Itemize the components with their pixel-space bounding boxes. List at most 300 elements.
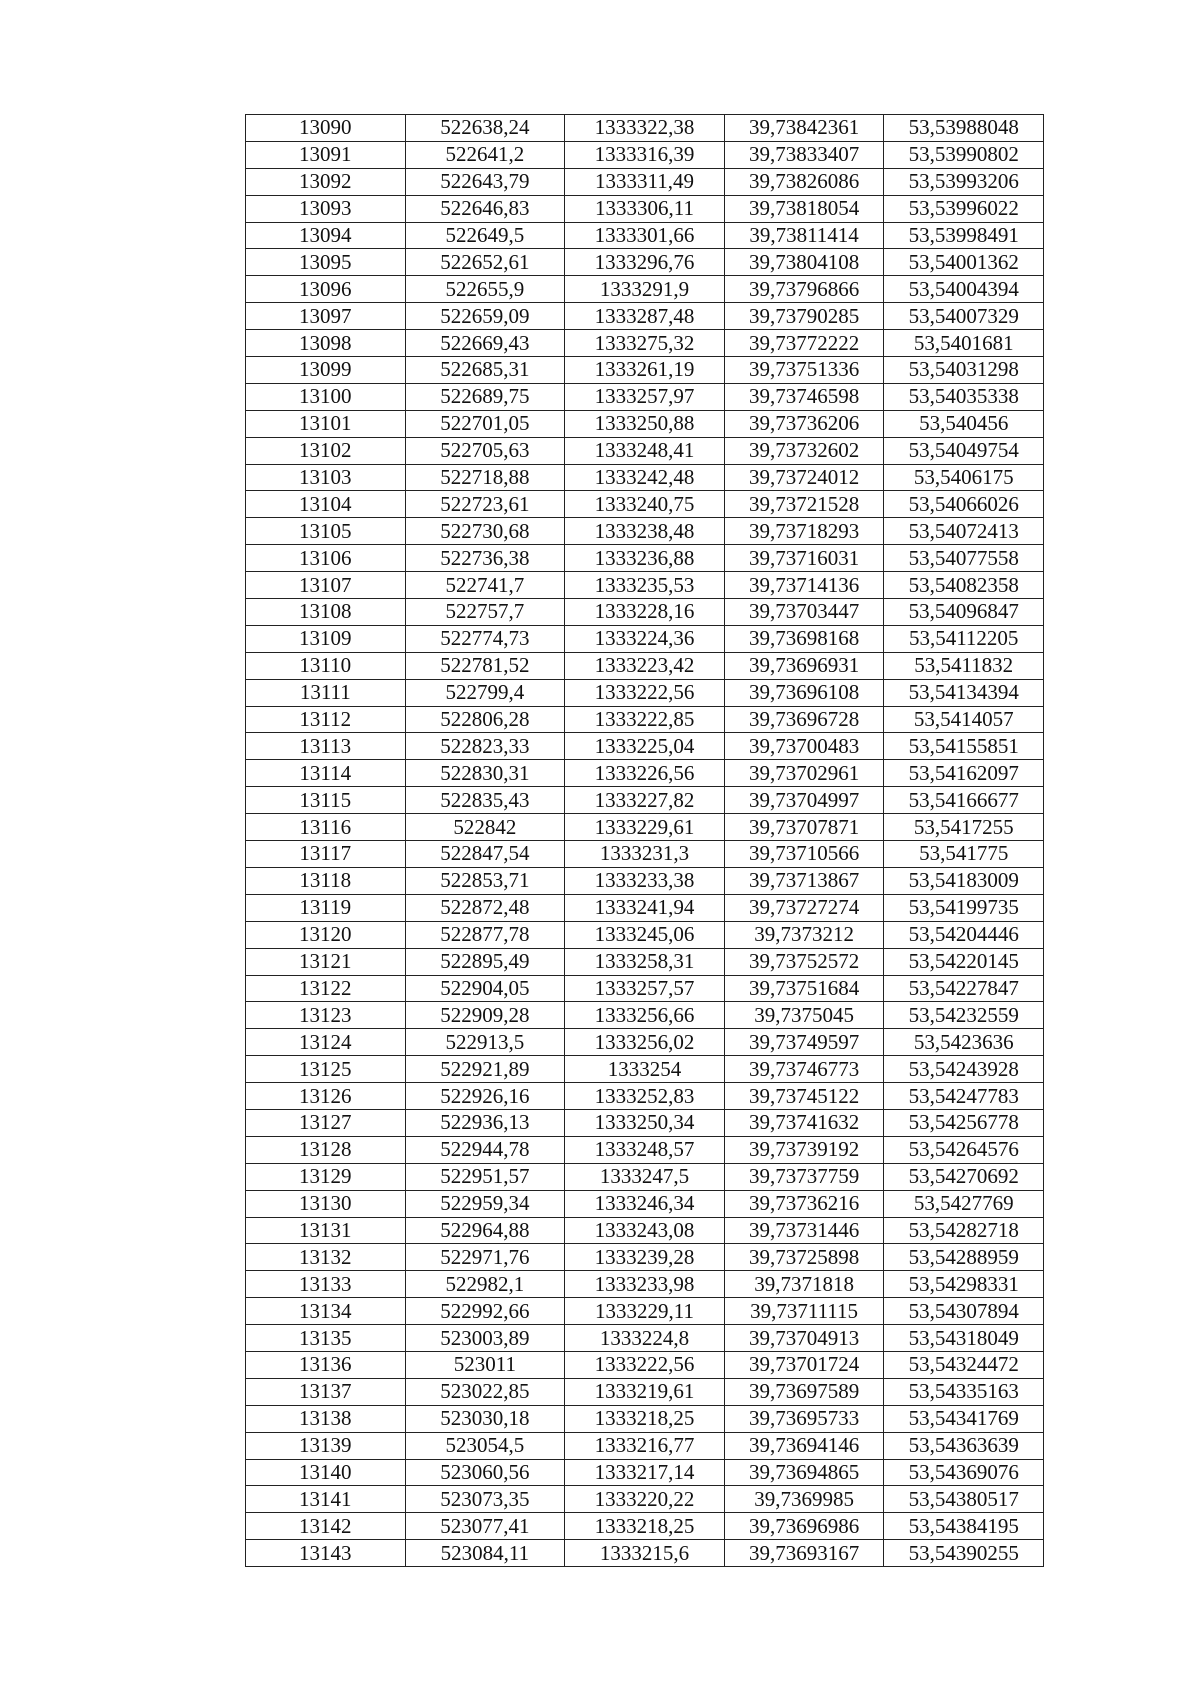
point-number-cell: 13099 [246, 357, 406, 384]
table-row [246, 437, 1044, 464]
table-row [246, 572, 1044, 599]
x-coordinate-cell: 522655,9 [405, 276, 565, 303]
point-number-cell: 13123 [246, 1002, 406, 1029]
y-coordinate-cell: 1333227,82 [565, 787, 725, 814]
latitude-cell: 53,53998491 [884, 222, 1044, 249]
latitude-cell: 53,5401681 [884, 330, 1044, 357]
table-row [246, 1190, 1044, 1217]
longitude-cell: 39,73746773 [724, 1056, 884, 1083]
latitude-cell: 53,54001362 [884, 249, 1044, 276]
table-row [246, 1325, 1044, 1352]
latitude-cell: 53,540456 [884, 410, 1044, 437]
longitude-cell: 39,73707871 [724, 814, 884, 841]
table-row [246, 1351, 1044, 1378]
latitude-cell: 53,54035338 [884, 383, 1044, 410]
x-coordinate-cell: 522842 [405, 814, 565, 841]
latitude-cell: 53,54155851 [884, 733, 1044, 760]
point-number-cell: 13129 [246, 1163, 406, 1190]
point-number-cell: 13100 [246, 383, 406, 410]
point-number-cell: 13092 [246, 168, 406, 195]
latitude-cell: 53,53996022 [884, 195, 1044, 222]
table-row [246, 679, 1044, 706]
point-number-cell: 13105 [246, 518, 406, 545]
point-number-cell: 13130 [246, 1190, 406, 1217]
y-coordinate-cell: 1333222,56 [565, 679, 725, 706]
x-coordinate-cell: 522646,83 [405, 195, 565, 222]
longitude-cell: 39,73745122 [724, 1083, 884, 1110]
point-number-cell: 13098 [246, 330, 406, 357]
longitude-cell: 39,7373212 [724, 921, 884, 948]
longitude-cell: 39,73727274 [724, 894, 884, 921]
latitude-cell: 53,5427769 [884, 1190, 1044, 1217]
y-coordinate-cell: 1333231,3 [565, 841, 725, 868]
latitude-cell: 53,54077558 [884, 545, 1044, 572]
table-row [246, 1109, 1044, 1136]
point-number-cell: 13121 [246, 948, 406, 975]
table-row [246, 464, 1044, 491]
latitude-cell: 53,54390255 [884, 1540, 1044, 1567]
point-number-cell: 13114 [246, 760, 406, 787]
x-coordinate-cell: 522638,24 [405, 115, 565, 142]
table-row [246, 410, 1044, 437]
table-row [246, 1056, 1044, 1083]
longitude-cell: 39,7375045 [724, 1002, 884, 1029]
point-number-cell: 13126 [246, 1083, 406, 1110]
latitude-cell: 53,5406175 [884, 464, 1044, 491]
y-coordinate-cell: 1333256,02 [565, 1029, 725, 1056]
x-coordinate-cell: 522741,7 [405, 572, 565, 599]
x-coordinate-cell: 523084,11 [405, 1540, 565, 1567]
x-coordinate-cell: 522951,57 [405, 1163, 565, 1190]
point-number-cell: 13134 [246, 1298, 406, 1325]
x-coordinate-cell: 522659,09 [405, 303, 565, 330]
point-number-cell: 13116 [246, 814, 406, 841]
y-coordinate-cell: 1333296,76 [565, 249, 725, 276]
y-coordinate-cell: 1333306,11 [565, 195, 725, 222]
point-number-cell: 13094 [246, 222, 406, 249]
point-number-cell: 13138 [246, 1405, 406, 1432]
longitude-cell: 39,73811414 [724, 222, 884, 249]
longitude-cell: 39,73732602 [724, 437, 884, 464]
longitude-cell: 39,73696728 [724, 706, 884, 733]
x-coordinate-cell: 522730,68 [405, 518, 565, 545]
longitude-cell: 39,7371818 [724, 1271, 884, 1298]
x-coordinate-cell: 522830,31 [405, 760, 565, 787]
table-row [246, 249, 1044, 276]
longitude-cell: 39,73711115 [724, 1298, 884, 1325]
x-coordinate-cell: 523003,89 [405, 1325, 565, 1352]
y-coordinate-cell: 1333252,83 [565, 1083, 725, 1110]
y-coordinate-cell: 1333229,61 [565, 814, 725, 841]
y-coordinate-cell: 1333241,94 [565, 894, 725, 921]
longitude-cell: 39,73716031 [724, 545, 884, 572]
point-number-cell: 13106 [246, 545, 406, 572]
latitude-cell: 53,54072413 [884, 518, 1044, 545]
x-coordinate-cell: 522781,52 [405, 652, 565, 679]
longitude-cell: 39,73752572 [724, 948, 884, 975]
table-row [246, 491, 1044, 518]
point-number-cell: 13101 [246, 410, 406, 437]
latitude-cell: 53,54288959 [884, 1244, 1044, 1271]
x-coordinate-cell: 522669,43 [405, 330, 565, 357]
x-coordinate-cell: 522701,05 [405, 410, 565, 437]
x-coordinate-cell: 522835,43 [405, 787, 565, 814]
x-coordinate-cell: 522904,05 [405, 975, 565, 1002]
longitude-cell: 39,73695733 [724, 1405, 884, 1432]
point-number-cell: 13136 [246, 1351, 406, 1378]
latitude-cell: 53,54183009 [884, 867, 1044, 894]
latitude-cell: 53,54007329 [884, 303, 1044, 330]
point-number-cell: 13128 [246, 1136, 406, 1163]
y-coordinate-cell: 1333217,14 [565, 1459, 725, 1486]
x-coordinate-cell: 523073,35 [405, 1486, 565, 1513]
table-row [246, 1136, 1044, 1163]
table-row [246, 1163, 1044, 1190]
y-coordinate-cell: 1333246,34 [565, 1190, 725, 1217]
longitude-cell: 39,73741632 [724, 1109, 884, 1136]
x-coordinate-cell: 522649,5 [405, 222, 565, 249]
latitude-cell: 53,54270692 [884, 1163, 1044, 1190]
x-coordinate-cell: 522652,61 [405, 249, 565, 276]
longitude-cell: 39,73833407 [724, 141, 884, 168]
table-row [246, 195, 1044, 222]
y-coordinate-cell: 1333224,8 [565, 1325, 725, 1352]
point-number-cell: 13090 [246, 115, 406, 142]
point-number-cell: 13115 [246, 787, 406, 814]
latitude-cell: 53,54384195 [884, 1513, 1044, 1540]
x-coordinate-cell: 522847,54 [405, 841, 565, 868]
table-row [246, 1405, 1044, 1432]
point-number-cell: 13110 [246, 652, 406, 679]
table-row [246, 1298, 1044, 1325]
longitude-cell: 39,73704997 [724, 787, 884, 814]
latitude-cell: 53,5414057 [884, 706, 1044, 733]
point-number-cell: 13124 [246, 1029, 406, 1056]
point-number-cell: 13139 [246, 1432, 406, 1459]
longitude-cell: 39,73826086 [724, 168, 884, 195]
point-number-cell: 13103 [246, 464, 406, 491]
table-row [246, 599, 1044, 626]
point-number-cell: 13143 [246, 1540, 406, 1567]
y-coordinate-cell: 1333257,57 [565, 975, 725, 1002]
point-number-cell: 13141 [246, 1486, 406, 1513]
x-coordinate-cell: 522877,78 [405, 921, 565, 948]
x-coordinate-cell: 522641,2 [405, 141, 565, 168]
longitude-cell: 39,73696931 [724, 652, 884, 679]
point-number-cell: 13097 [246, 303, 406, 330]
table-row [246, 1217, 1044, 1244]
y-coordinate-cell: 1333287,48 [565, 303, 725, 330]
x-coordinate-cell: 522964,88 [405, 1217, 565, 1244]
table-row [246, 760, 1044, 787]
x-coordinate-cell: 522823,33 [405, 733, 565, 760]
table-row [246, 1002, 1044, 1029]
longitude-cell: 39,73704913 [724, 1325, 884, 1352]
point-number-cell: 13112 [246, 706, 406, 733]
point-number-cell: 13102 [246, 437, 406, 464]
table-row [246, 625, 1044, 652]
y-coordinate-cell: 1333220,22 [565, 1486, 725, 1513]
point-number-cell: 13131 [246, 1217, 406, 1244]
y-coordinate-cell: 1333256,66 [565, 1002, 725, 1029]
longitude-cell: 39,73696986 [724, 1513, 884, 1540]
table-row [246, 222, 1044, 249]
y-coordinate-cell: 1333258,31 [565, 948, 725, 975]
table-row [246, 841, 1044, 868]
longitude-cell: 39,73694146 [724, 1432, 884, 1459]
x-coordinate-cell: 522799,4 [405, 679, 565, 706]
longitude-cell: 39,73737759 [724, 1163, 884, 1190]
longitude-cell: 39,73694865 [724, 1459, 884, 1486]
point-number-cell: 13120 [246, 921, 406, 948]
longitude-cell: 39,73746598 [724, 383, 884, 410]
table-row [246, 652, 1044, 679]
y-coordinate-cell: 1333239,28 [565, 1244, 725, 1271]
longitude-cell: 39,73796866 [724, 276, 884, 303]
y-coordinate-cell: 1333233,38 [565, 867, 725, 894]
latitude-cell: 53,54166677 [884, 787, 1044, 814]
y-coordinate-cell: 1333216,77 [565, 1432, 725, 1459]
x-coordinate-cell: 522992,66 [405, 1298, 565, 1325]
y-coordinate-cell: 1333250,34 [565, 1109, 725, 1136]
point-number-cell: 13104 [246, 491, 406, 518]
x-coordinate-cell: 522936,13 [405, 1109, 565, 1136]
y-coordinate-cell: 1333243,08 [565, 1217, 725, 1244]
latitude-cell: 53,53993206 [884, 168, 1044, 195]
longitude-cell: 39,73751684 [724, 975, 884, 1002]
table-row [246, 357, 1044, 384]
latitude-cell: 53,54066026 [884, 491, 1044, 518]
point-number-cell: 13140 [246, 1459, 406, 1486]
x-coordinate-cell: 522718,88 [405, 464, 565, 491]
table-row [246, 1244, 1044, 1271]
latitude-cell: 53,54227847 [884, 975, 1044, 1002]
x-coordinate-cell: 522736,38 [405, 545, 565, 572]
longitude-cell: 39,73736206 [724, 410, 884, 437]
latitude-cell: 53,54298331 [884, 1271, 1044, 1298]
coordinates-table [245, 114, 1044, 1567]
longitude-cell: 39,73702961 [724, 760, 884, 787]
x-coordinate-cell: 522685,31 [405, 357, 565, 384]
longitude-cell: 39,73698168 [724, 625, 884, 652]
y-coordinate-cell: 1333250,88 [565, 410, 725, 437]
point-number-cell: 13133 [246, 1271, 406, 1298]
latitude-cell: 53,54369076 [884, 1459, 1044, 1486]
table-row [246, 1378, 1044, 1405]
table-row [246, 1029, 1044, 1056]
x-coordinate-cell: 522926,16 [405, 1083, 565, 1110]
table-row [246, 1513, 1044, 1540]
longitude-cell: 39,73842361 [724, 115, 884, 142]
x-coordinate-cell: 523054,5 [405, 1432, 565, 1459]
table-row [246, 518, 1044, 545]
y-coordinate-cell: 1333316,39 [565, 141, 725, 168]
latitude-cell: 53,54031298 [884, 357, 1044, 384]
latitude-cell: 53,53988048 [884, 115, 1044, 142]
latitude-cell: 53,54363639 [884, 1432, 1044, 1459]
longitude-cell: 39,73696108 [724, 679, 884, 706]
point-number-cell: 13125 [246, 1056, 406, 1083]
table-row [246, 1432, 1044, 1459]
longitude-cell: 39,73731446 [724, 1217, 884, 1244]
x-coordinate-cell: 522723,61 [405, 491, 565, 518]
longitude-cell: 39,73736216 [724, 1190, 884, 1217]
y-coordinate-cell: 1333229,11 [565, 1298, 725, 1325]
longitude-cell: 39,73790285 [724, 303, 884, 330]
latitude-cell: 53,54243928 [884, 1056, 1044, 1083]
longitude-cell: 39,73724012 [724, 464, 884, 491]
latitude-cell: 53,54220145 [884, 948, 1044, 975]
point-number-cell: 13113 [246, 733, 406, 760]
y-coordinate-cell: 1333236,88 [565, 545, 725, 572]
y-coordinate-cell: 1333223,42 [565, 652, 725, 679]
y-coordinate-cell: 1333301,66 [565, 222, 725, 249]
latitude-cell: 53,5423636 [884, 1029, 1044, 1056]
latitude-cell: 53,54307894 [884, 1298, 1044, 1325]
latitude-cell: 53,54318049 [884, 1325, 1044, 1352]
y-coordinate-cell: 1333225,04 [565, 733, 725, 760]
longitude-cell: 39,73721528 [724, 491, 884, 518]
y-coordinate-cell: 1333247,5 [565, 1163, 725, 1190]
table-row [246, 787, 1044, 814]
x-coordinate-cell: 523077,41 [405, 1513, 565, 1540]
x-coordinate-cell: 522757,7 [405, 599, 565, 626]
y-coordinate-cell: 1333218,25 [565, 1405, 725, 1432]
x-coordinate-cell: 523030,18 [405, 1405, 565, 1432]
x-coordinate-cell: 522913,5 [405, 1029, 565, 1056]
latitude-cell: 53,54247783 [884, 1083, 1044, 1110]
point-number-cell: 13108 [246, 599, 406, 626]
table-row [246, 894, 1044, 921]
longitude-cell: 39,73701724 [724, 1351, 884, 1378]
table-row [246, 948, 1044, 975]
table-row [246, 115, 1044, 142]
table-row [246, 975, 1044, 1002]
longitude-cell: 39,73818054 [724, 195, 884, 222]
y-coordinate-cell: 1333322,38 [565, 115, 725, 142]
x-coordinate-cell: 522895,49 [405, 948, 565, 975]
table-row [246, 706, 1044, 733]
latitude-cell: 53,54256778 [884, 1109, 1044, 1136]
latitude-cell: 53,53990802 [884, 141, 1044, 168]
point-number-cell: 13142 [246, 1513, 406, 1540]
x-coordinate-cell: 522909,28 [405, 1002, 565, 1029]
y-coordinate-cell: 1333291,9 [565, 276, 725, 303]
longitude-cell: 39,73693167 [724, 1540, 884, 1567]
table-row [246, 276, 1044, 303]
longitude-cell: 39,73714136 [724, 572, 884, 599]
longitude-cell: 39,73725898 [724, 1244, 884, 1271]
latitude-cell: 53,54282718 [884, 1217, 1044, 1244]
table-row [246, 733, 1044, 760]
point-number-cell: 13118 [246, 867, 406, 894]
latitude-cell: 53,54082358 [884, 572, 1044, 599]
table-row [246, 1271, 1044, 1298]
point-number-cell: 13135 [246, 1325, 406, 1352]
y-coordinate-cell: 1333242,48 [565, 464, 725, 491]
y-coordinate-cell: 1333248,41 [565, 437, 725, 464]
point-number-cell: 13096 [246, 276, 406, 303]
table-row [246, 867, 1044, 894]
latitude-cell: 53,54096847 [884, 599, 1044, 626]
point-number-cell: 13091 [246, 141, 406, 168]
longitude-cell: 39,73751336 [724, 357, 884, 384]
table-row [246, 330, 1044, 357]
latitude-cell: 53,54004394 [884, 276, 1044, 303]
point-number-cell: 13107 [246, 572, 406, 599]
x-coordinate-cell: 522872,48 [405, 894, 565, 921]
y-coordinate-cell: 1333235,53 [565, 572, 725, 599]
x-coordinate-cell: 522689,75 [405, 383, 565, 410]
point-number-cell: 13122 [246, 975, 406, 1002]
y-coordinate-cell: 1333254 [565, 1056, 725, 1083]
x-coordinate-cell: 522853,71 [405, 867, 565, 894]
table-row [246, 545, 1044, 572]
x-coordinate-cell: 523022,85 [405, 1378, 565, 1405]
latitude-cell: 53,54380517 [884, 1486, 1044, 1513]
table-row [246, 383, 1044, 410]
latitude-cell: 53,54049754 [884, 437, 1044, 464]
longitude-cell: 39,73713867 [724, 867, 884, 894]
table-row [246, 1486, 1044, 1513]
x-coordinate-cell: 522774,73 [405, 625, 565, 652]
x-coordinate-cell: 522971,76 [405, 1244, 565, 1271]
longitude-cell: 39,73772222 [724, 330, 884, 357]
latitude-cell: 53,54335163 [884, 1378, 1044, 1405]
x-coordinate-cell: 523011 [405, 1351, 565, 1378]
latitude-cell: 53,54199735 [884, 894, 1044, 921]
point-number-cell: 13117 [246, 841, 406, 868]
table-row [246, 1540, 1044, 1567]
y-coordinate-cell: 1333311,49 [565, 168, 725, 195]
longitude-cell: 39,73710566 [724, 841, 884, 868]
table-row [246, 141, 1044, 168]
latitude-cell: 53,5417255 [884, 814, 1044, 841]
x-coordinate-cell: 522705,63 [405, 437, 565, 464]
y-coordinate-cell: 1333218,25 [565, 1513, 725, 1540]
table-row [246, 1083, 1044, 1110]
latitude-cell: 53,54264576 [884, 1136, 1044, 1163]
coordinates-table-body [246, 115, 1044, 1567]
longitude-cell: 39,73703447 [724, 599, 884, 626]
latitude-cell: 53,541775 [884, 841, 1044, 868]
longitude-cell: 39,73749597 [724, 1029, 884, 1056]
point-number-cell: 13095 [246, 249, 406, 276]
longitude-cell: 39,73697589 [724, 1378, 884, 1405]
latitude-cell: 53,54112205 [884, 625, 1044, 652]
latitude-cell: 53,54324472 [884, 1351, 1044, 1378]
y-coordinate-cell: 1333228,16 [565, 599, 725, 626]
latitude-cell: 53,54204446 [884, 921, 1044, 948]
y-coordinate-cell: 1333257,97 [565, 383, 725, 410]
table-row [246, 303, 1044, 330]
point-number-cell: 13119 [246, 894, 406, 921]
latitude-cell: 53,54341769 [884, 1405, 1044, 1432]
x-coordinate-cell: 522944,78 [405, 1136, 565, 1163]
latitude-cell: 53,54134394 [884, 679, 1044, 706]
point-number-cell: 13132 [246, 1244, 406, 1271]
y-coordinate-cell: 1333245,06 [565, 921, 725, 948]
point-number-cell: 13137 [246, 1378, 406, 1405]
table-row [246, 814, 1044, 841]
y-coordinate-cell: 1333222,85 [565, 706, 725, 733]
longitude-cell: 39,73700483 [724, 733, 884, 760]
y-coordinate-cell: 1333224,36 [565, 625, 725, 652]
x-coordinate-cell: 522643,79 [405, 168, 565, 195]
y-coordinate-cell: 1333226,56 [565, 760, 725, 787]
longitude-cell: 39,73739192 [724, 1136, 884, 1163]
latitude-cell: 53,5411832 [884, 652, 1044, 679]
